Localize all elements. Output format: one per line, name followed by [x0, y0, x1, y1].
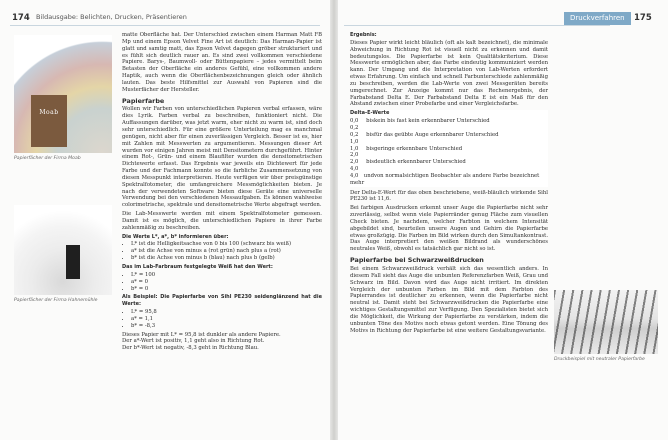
delta-desc: kein bis fast kein erkennbarer Unterschied	[374, 118, 490, 125]
ergebnis-paragraph: Dieses Papier wirkt leicht bläulich (oft als kalt bezeichnet), die minimale Abweichung in Richtung Rot ist visuell nicht zu erkennen und damit bedeutungslos. Die Papierfarbe ist kein Qualitätskriterium. Diese Messwerte ermöglichen aber, das Farbe eindeutig kommuniziert werden kann. Der Umgang und die Interpretation von Lab-Werten erfordert etwas Erfahrung. Um einfach und schnell Farbunterschiede zahlenmäßig zu beschreiben, werden die Lab-Werte von zwei Messgeräten bereits umgerechnet. Zur Anzeige kommt nur das Rechenergebnis, der Farbabstand Delta E. Der Farbabstand Delta E ist ein Maß für den Abstand zwischen einer Probefarbe und einer Vergleichsfarbe.	[350, 39, 548, 108]
ideal-heading: Das im Lab-Farbraum festgelegte Weiß hat den Wert:	[122, 264, 273, 270]
header-rule	[344, 25, 610, 26]
delta-desc: geringe erkennbare Unterschied	[374, 145, 463, 152]
page-number: 174	[12, 13, 30, 23]
body-paragraph: Die Lab-Messwerte werden mit einem Spektralfotometer gemessen. Damit ist es möglich, die unterschiedlichen Papiere in ihrer Farbe zahlenmäßig zu beschreiben.	[122, 211, 322, 231]
delta-range: 0,2 bis 1,0	[350, 131, 374, 145]
ergebnis-heading: Ergebnis:	[350, 32, 377, 38]
paper-fan-image-bottom	[14, 205, 112, 295]
right-header	[338, 12, 668, 26]
delta-desc: für das geübte Auge erkennbarer Unterschied	[374, 131, 499, 138]
right-page	[338, 0, 668, 440]
body-paragraph: Bei einem Schwarzweißdruck verhält sich das wesentlich anders. In diesem Fall sieht das Auge die unbunten Referenzfarben Weiß, Grau und Schwarz im Bild. Davon wird das Auge nicht irritiert. Im direkten Vergleich der unbunten Farben im Bild mit dem Farbton des Papierrandes ist deutlicher zu erkennen, wenn die Papierfarbe nicht neutral ist. Damit steht bei Schwarzweißdrucken die Papierfarbe eine wichtiges Gestaltungsmittel zur Verfügung. Den Spezialisten bietet sich die Möglichkeit, die Wirkung der Papierfarbe zu verstärken, indem die unbunten Töne des Motivs noch etwas getont werden. Eine Tönung des Motivs in Richtung der Papierfarbe ist eine weitere Gestaltungsvariante.	[350, 266, 548, 334]
page-number: 175	[634, 13, 652, 23]
tail-line: Der b*-Wert ist negativ, -8,3 geht in Richtung Blau.	[122, 345, 259, 352]
running-header: Bildausgabe: Belichten, Drucken, Präsentieren	[36, 13, 187, 21]
ideal-list	[122, 272, 322, 293]
tail-line: Dieses Papier mit L* = 95,8 ist dunkler als andere Papiere.	[122, 331, 281, 338]
list-item: • a* = 1,1	[131, 316, 322, 323]
list-item: • a* ist die Achse von minus a (rot grün) nach plus a (rot)	[131, 248, 322, 255]
list-item: • L* = 95,8	[131, 309, 322, 316]
body-paragraph: Der Delta-E-Wert für das oben beschriebene, weiß-bläulich wirkende Sihl PE230 ist 11,6.	[350, 189, 548, 203]
delta-range: 0,0 bis 0,2	[350, 118, 374, 131]
list-item: • L* = 100	[131, 272, 322, 279]
list-item: • b* = -8,3	[131, 323, 322, 330]
delta-desc: deutlich erkennbarer Unterschied	[374, 159, 466, 166]
delta-heading: Delta-E-Werte	[350, 110, 390, 117]
delta-desc: von normalsichtigen Beobachter als andere Farbe bezeichnet	[374, 172, 540, 179]
right-text-column	[350, 32, 548, 437]
phone-object	[66, 245, 80, 279]
section-title-schwarzweiss: Papierfarbe bei Schwarzweißdrucken	[350, 256, 484, 265]
body-paragraph: Wollen wir Farben von unterschiedlichen Papieren verbal erfassen, wäre dies Lyrik. Farben verbal zu beschreiben, funktioniert nicht. Die Auffassungen darüber, was jetzt warm, eher nicht zu warm ist, sind doch sehr unterschiedlich. Für eine größere Unterteilung mag es manchmal genügen, nicht aber für einen zuverlässigen Vergleich. Besser ist es, hier mit Zahlen mit Messwerten zu argumentieren. Messungen dieser Art wurden vor einigen Jahren meist mit Densitometern durchgeführt. Hinter einem Rot-, Grün- und einem Blaufilter wurden die densitometrischen Dichtewerte erfasst. Das Ergebnis war jeweils ein Dichtewert für jede Farbe und der Fachmann konnte so die farbliche Zusammensetzung von diesen Messpunkt interpretieren. Heute verfügen wir über preisgünstige Spektralfotometer, die umfangreichere Messmöglichkeiten bieten. Je nach der verwendeten Software bieten diese Geräte eine universelle Verwendung bei den verschiedenen Messaufgaben. Es können wahlweise colorimetrische, spektrale und densitometrische Werte abgefragt werden.	[122, 106, 322, 209]
delta-range: 2,0 bis 4,0	[350, 159, 374, 173]
book-label: Moab	[39, 109, 59, 116]
book-cover	[31, 95, 67, 147]
left-header	[0, 12, 330, 26]
list-item: • a* = 0	[131, 279, 322, 286]
tail-line: Der a*-Wert ist positiv, 1,1 geht also in Richtung Rot.	[122, 338, 265, 345]
list-item: • b* ist die Achse von minus b (blau) nach plus b (gelb)	[131, 255, 322, 262]
lab-heading: Die Werte L*, a*, b* informieren über:	[122, 233, 229, 240]
example-list	[122, 309, 322, 330]
delta-table	[350, 110, 548, 186]
delta-range: 4,0 und mehr	[350, 172, 374, 186]
left-page	[0, 0, 330, 440]
list-item: • b* = 0	[131, 286, 322, 293]
lab-list	[122, 241, 322, 262]
section-title-papierfarbe: Papierfarbe	[122, 96, 165, 105]
table-row	[350, 146, 548, 160]
table-row	[350, 173, 548, 187]
paper-fan-image-top	[14, 35, 112, 153]
table-row	[350, 118, 548, 132]
delta-range: 1,0 bis 2,0	[350, 145, 374, 159]
bw-print-image	[554, 290, 658, 354]
caption-top: Papierfächer der Firma Moab	[14, 156, 81, 161]
table-row	[350, 159, 548, 173]
intro-paragraph: matte Oberfläche hat. Der Unterschied zwischen einem Harman Matt FB Mp und einem Epson Velvet Fine Art ist deutlich: Das Harman-Papier ist glatt und samtig matt, das Epson Velvet dagegen gröber strukturiert und es fühlt sich deutlich rauer an. Es sind zwei vollkommen verschiedene Papiere. Barys-, Baumwoll- oder Büttenpapiere – jedes vermittelt beim Betasten der Oberfläche ein anderes Gefühl, eine vollkommen andere Haptik, auch wenn die Oberflächenbezeichnungen gleich oder ähnlich lauten. Das beste Hilfsmittel zur Auswahl von Papieren sind die Musterfächer der Hersteller.	[122, 32, 322, 93]
book-gutter	[330, 0, 338, 440]
body-paragraph: Bei farbigen Ausdrucken erkennt unser Auge die Papierfarbe nicht sehr zuverlässig, selbst wenn viele Papierränder genug Fläche zum visuellen Check bieten. Je nachdem, welcher Farbton in welchem Intensität abgebildet sind, beurteilen unsere Augen und Gehirn die Papierfarbe etwas großzügig. Die Farben im Bild wirken durch den Simultankontrast. Das Auge interpretiert den weißen Bildrand als wunderschönes neutrales Weiß, obwohl es tatsächlich gar nicht so ist.	[350, 205, 548, 253]
caption-fig: Druckbeispiel mit neutraler Papierfarbe	[554, 357, 645, 362]
header-rule	[10, 25, 320, 26]
caption-bottom: Papierfächer der Firma Hahnemühle	[14, 298, 98, 303]
left-text-column	[122, 32, 322, 437]
list-item: • L* ist die Helligkeitsachse von 0 bis 100 (schwarz bis weiß)	[131, 241, 322, 248]
chapter-badge: Druckverfahren	[564, 12, 631, 25]
table-row	[350, 132, 548, 146]
example-heading: Als Beispiel: Die Papierfarbe von Sihl PE230 seidenglänzend hat die Werte:	[122, 294, 322, 308]
